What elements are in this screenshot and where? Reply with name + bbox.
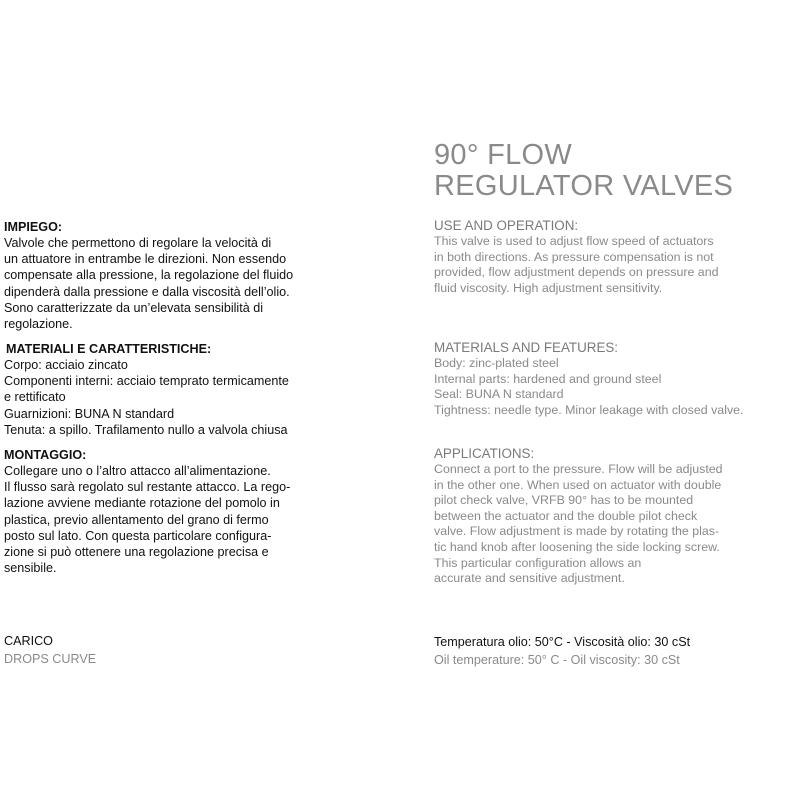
section-materiali [6, 341, 289, 438]
text-line: plastica, previo allentamento del grano di fermo [4, 512, 269, 527]
text-line: Componenti interni: acciaio temprato termicamente [4, 374, 289, 389]
text-line: Tightness: needle type. Minor leakage with closed valve. [434, 402, 744, 417]
carico-label: CARICO [4, 634, 53, 648]
section-body [4, 235, 293, 332]
section-applications [434, 446, 723, 587]
title-line: REGULATOR VALVES [434, 170, 734, 202]
text-line: zione si può ottenere una regolazione precisa e [4, 545, 269, 560]
text-line: Tenuta: a spillo. Trafilamento nullo a valvola chiusa [4, 422, 288, 437]
section-heading: APPLICATIONS: [434, 446, 535, 461]
text-line: posto sul lato. Con questa particolare configura- [4, 528, 272, 543]
section-materials-and-features [434, 340, 743, 418]
text-line: provided, flow adjustment depends on pressure and [434, 265, 719, 280]
text-line: accurate and sensitive adjustment. [434, 571, 625, 586]
text-line: valve. Flow adjustment is made by rotating the plas- [434, 524, 720, 539]
text-line: regolazione. [4, 317, 73, 332]
section-use-and-operation [434, 218, 718, 296]
text-line: Collegare uno o l’altro attacco all’alimentazione. [4, 464, 271, 478]
drops-curve-label: DROPS CURVE [4, 652, 97, 666]
section-body [434, 462, 723, 587]
text-line: lazione avviene mediante rotazione del pomolo in [4, 496, 280, 511]
section-montaggio [4, 447, 290, 576]
text-line: between the actuator and the double pilot check [434, 508, 698, 523]
text-line: Guarnizioni: BUNA N standard [4, 406, 175, 421]
section-heading: USE AND OPERATION: [434, 218, 579, 233]
text-line: in the other one. When used on actuator with double [434, 477, 722, 492]
text-line: Seal: BUNA N standard [434, 387, 564, 402]
page-title [434, 140, 733, 202]
text-line: pilot check valve, VRFB 90° has to be mounted [434, 493, 694, 508]
section-body [4, 357, 289, 438]
text-line: Il flusso sarà regolato sul restante attacco. La rego- [4, 480, 291, 495]
section-body [434, 234, 718, 296]
text-line: tic hand knob after loosening the side locking screw. [434, 539, 720, 554]
text-line: Body: zinc-plated steel [434, 356, 559, 370]
text-line: compensate alla pressione, la regolazione del fluido [4, 268, 294, 283]
title-line: 90° FLOW [434, 139, 573, 171]
section-heading: MATERIALS AND FEATURES: [434, 340, 619, 355]
text-line: This particular configuration allows an [434, 555, 642, 570]
oil-temperature-english: Oil temperature: 50° C - Oil viscosity: 30 cSt [434, 653, 680, 667]
text-line: in both directions. As pressure compensation is not [434, 249, 714, 264]
text-line: Corpo: acciaio zincato [4, 358, 128, 372]
text-line: sensibile. [4, 561, 57, 576]
section-heading: IMPIEGO: [4, 220, 63, 234]
text-line: Connect a port to the pressure. Flow will be adjusted [434, 462, 723, 476]
text-line: un attuatore in entrambe le direzioni. Non essendo [4, 252, 287, 267]
section-body [4, 463, 290, 576]
section-body [434, 356, 743, 418]
text-line: e rettificato [4, 390, 66, 405]
text-line: fluid viscosity. High adjustment sensitivity. [434, 280, 663, 295]
text-line: Valvole che permettono di regolare la velocità di [4, 236, 272, 250]
text-line: Sono caratterizzate da un’elevata sensibilità di [4, 300, 264, 315]
oil-temperature-italian: Temperatura olio: 50°C - Viscosità olio: 30 cSt [434, 635, 691, 649]
section-impiego [4, 219, 293, 332]
text-line: Internal parts: hardened and ground steel [434, 371, 662, 386]
text-line: This valve is used to adjust flow speed of actuators [434, 234, 714, 248]
section-heading: MATERIALI E CARATTERISTICHE: [6, 342, 212, 356]
section-heading: MONTAGGIO: [4, 448, 87, 462]
text-line: dipenderà dalla pressione e dalla viscosità dell’olio. [4, 284, 290, 299]
